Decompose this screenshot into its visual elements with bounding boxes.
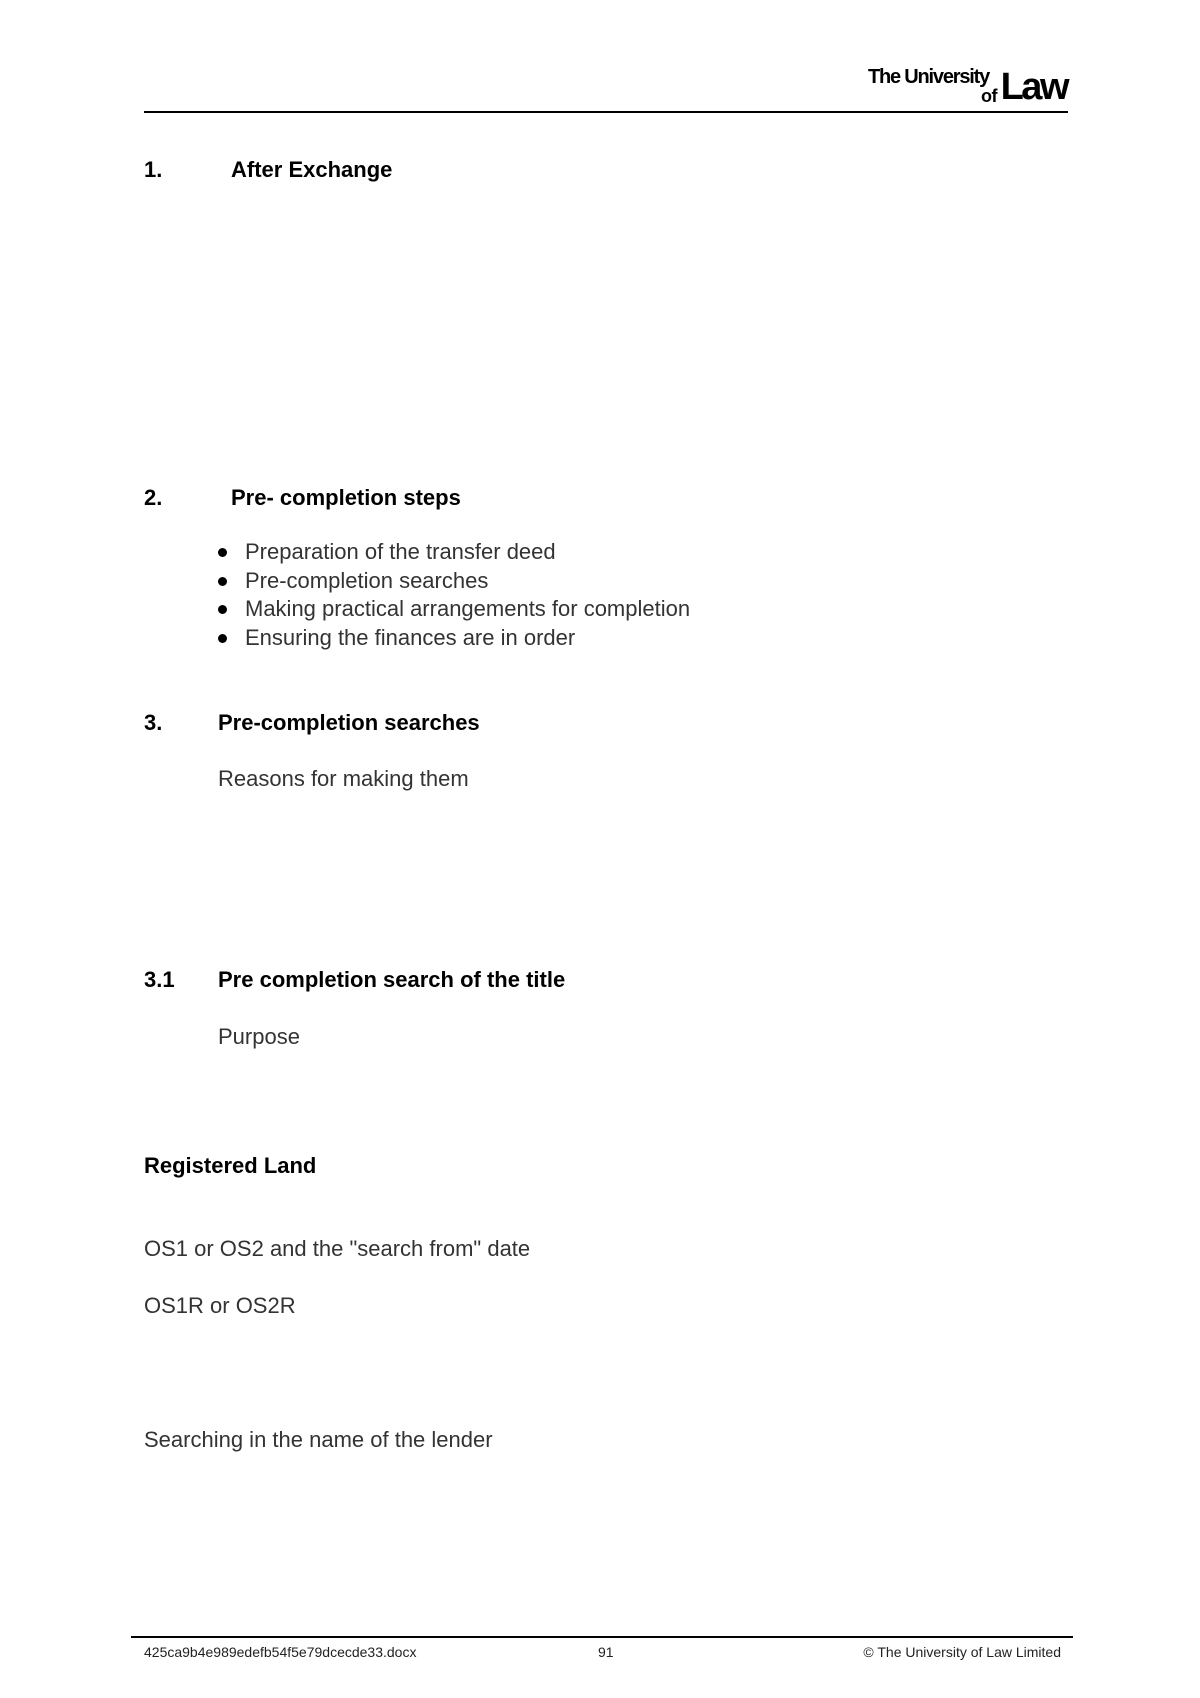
list-item	[218, 624, 690, 653]
logo-of-text: of	[981, 86, 997, 106]
bullet-icon	[218, 634, 227, 643]
section-3-title: Pre-completion searches	[218, 710, 480, 735]
section-2-number: 2.	[144, 485, 163, 510]
registered-land-line-1: OS1 or OS2 and the "search from" date	[144, 1236, 531, 1261]
list-item-text: Preparation of the transfer deed	[245, 539, 556, 564]
section-1-title: After Exchange	[231, 157, 393, 182]
section-3-1-title: Pre completion search of the title	[218, 967, 566, 992]
footer-divider	[131, 1636, 1073, 1638]
logo-law-text: Law	[1000, 66, 1067, 108]
footer-page-number: 91	[598, 1644, 614, 1660]
section-1-number: 1.	[144, 157, 163, 182]
section-3-1-body: Purpose	[218, 1024, 300, 1049]
list-item-text: Pre-completion searches	[245, 567, 489, 593]
registered-land-line-2: OS1R or OS2R	[144, 1293, 296, 1318]
section-3-1-number: 3.1	[144, 967, 175, 992]
footer-filename: 425ca9b4e989edefb54f5e79dcecde33.docx	[144, 1644, 417, 1660]
university-of-law-logo	[852, 64, 1067, 108]
footer-copyright: © The University of Law Limited	[863, 1644, 1061, 1660]
section-3-number: 3.	[144, 710, 163, 735]
registered-land-line-3: Searching in the name of the lender	[144, 1427, 493, 1452]
list-item-text: Ensuring the finances are in order	[245, 624, 576, 650]
header-divider	[144, 111, 1068, 113]
section-3-body: Reasons for making them	[218, 766, 469, 791]
bullet-icon	[218, 548, 227, 557]
list-item	[218, 567, 690, 596]
section-2-title: Pre- completion steps	[231, 485, 461, 510]
list-item-text: Making practical arrangements for completion	[245, 596, 691, 621]
list-item	[218, 538, 690, 567]
list-item	[218, 595, 690, 624]
logo-the-university-text: The University	[867, 66, 989, 88]
pre-completion-steps-list	[218, 538, 690, 652]
bullet-icon	[218, 605, 227, 614]
registered-land-heading: Registered Land	[144, 1153, 317, 1178]
bullet-icon	[218, 577, 227, 586]
